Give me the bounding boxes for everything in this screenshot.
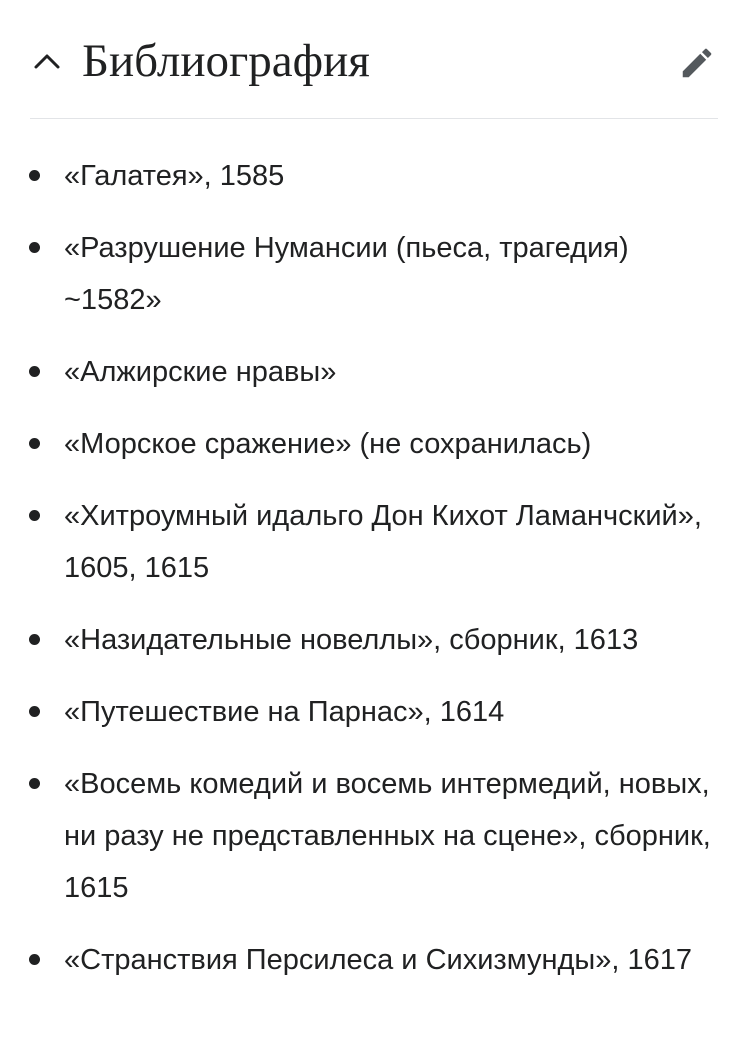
bullet <box>29 366 40 377</box>
bullet <box>29 170 40 181</box>
list-item <box>0 614 748 666</box>
bullet <box>29 778 40 789</box>
bullet <box>29 954 40 965</box>
list-item <box>0 686 748 738</box>
bullet <box>29 242 40 253</box>
list-item <box>0 758 748 914</box>
collapse-toggle[interactable] <box>30 44 64 78</box>
item-text: «Путешествие на Парнас», 1614 <box>64 696 505 728</box>
bibliography-list <box>0 150 748 1006</box>
item-text: «Странствия Персилеса и Сихизмунды», 1617 <box>64 944 693 976</box>
list-item <box>0 150 748 202</box>
item-text: «Алжирские нравы» <box>64 356 337 388</box>
edit-button[interactable] <box>676 42 718 84</box>
item-text: «Восемь комедий и восемь интермедий, новых, ни разу не представленных на сцене», сборник, 1615 <box>64 768 711 904</box>
pencil-icon <box>678 44 716 82</box>
section-header <box>30 0 718 119</box>
item-text: «Морское сражение» (не сохранилась) <box>64 428 592 460</box>
chevron-up-icon <box>33 52 61 70</box>
list-item <box>0 346 748 398</box>
item-text: «Галатея», 1585 <box>64 160 285 192</box>
item-text: «Назидательные новеллы», сборник, 1613 <box>64 624 639 656</box>
item-text: «Разрушение Нумансии (пьеса, трагедия) ~1582» <box>64 232 629 316</box>
list-item <box>0 934 748 986</box>
item-text: «Хитроумный идальго Дон Кихот Ламанчский», 1605, 1615 <box>64 500 702 584</box>
bullet <box>29 510 40 521</box>
bullet <box>29 634 40 645</box>
section-title: Библиография <box>82 35 370 87</box>
bullet <box>29 706 40 717</box>
bullet <box>29 438 40 449</box>
list-item <box>0 490 748 594</box>
list-item <box>0 418 748 470</box>
list-item <box>0 222 748 326</box>
